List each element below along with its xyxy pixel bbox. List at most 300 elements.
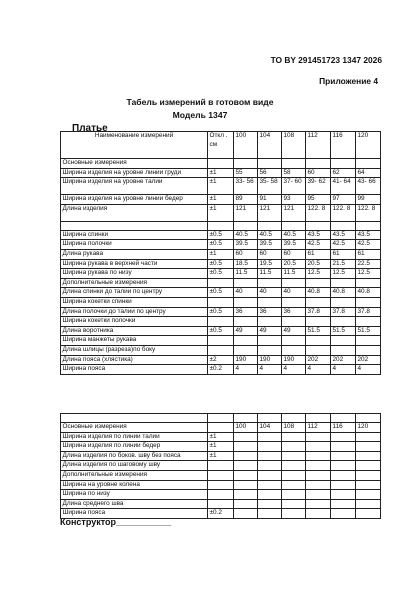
tolerance-cell — [208, 490, 234, 500]
size-value-cell — [331, 414, 356, 423]
size-value-cell: 190 — [282, 355, 306, 365]
size-value-cell — [258, 470, 282, 480]
table-row — [61, 204, 381, 221]
size-value-cell: 99 — [356, 195, 381, 205]
size-value-cell: 104 — [258, 423, 282, 433]
size-value-cell — [282, 278, 306, 288]
size-value-cell: 40.5 — [234, 230, 258, 240]
table-header-row — [61, 132, 381, 159]
size-value-cell — [234, 509, 258, 519]
table-row — [61, 249, 381, 259]
table-row — [61, 423, 381, 433]
size-value-cell — [306, 297, 331, 307]
table-row — [61, 451, 381, 461]
size-value-cell: 61 — [306, 249, 331, 259]
tolerance-cell — [208, 470, 234, 480]
size-value-cell — [258, 414, 282, 423]
size-value-cell — [234, 442, 258, 452]
size-value-cell: 36 — [282, 307, 306, 317]
size-value-cell: 190 — [234, 355, 258, 365]
size-value-cell: 4 — [234, 365, 258, 375]
size-value-cell: 43- 66 — [356, 178, 381, 195]
table-row — [61, 490, 381, 500]
size-value-cell: 22.5 — [356, 259, 381, 269]
size-value-cell — [282, 297, 306, 307]
size-value-cell — [282, 470, 306, 480]
size-value-cell: 12.5 — [306, 269, 331, 279]
tolerance-cell: ±1 — [208, 204, 234, 221]
size-value-cell: 89 — [234, 195, 258, 205]
size-value-cell — [234, 470, 258, 480]
size-value-cell — [282, 442, 306, 452]
size-value-cell — [306, 345, 331, 355]
size-value-cell — [258, 336, 282, 346]
size-value-cell: 42.5 — [306, 240, 331, 250]
size-value-cell — [258, 480, 282, 490]
size-value-cell: 21.5 — [331, 259, 356, 269]
size-value-cell: 40.8 — [331, 288, 356, 298]
size-value-cell — [258, 442, 282, 452]
size-value-cell — [356, 278, 381, 288]
table-row — [61, 336, 381, 346]
size-value-cell — [234, 461, 258, 471]
size-value-cell: 43.5 — [331, 230, 356, 240]
table-row — [61, 297, 381, 307]
measurement-name-cell: Ширина изделия на уровне талии — [61, 178, 208, 195]
size-value-cell — [356, 297, 381, 307]
size-value-cell — [331, 336, 356, 346]
measurement-name-cell: Ширина изделия по линии бедер — [61, 442, 208, 452]
table-row — [61, 355, 381, 365]
size-value-cell — [356, 490, 381, 500]
table-row — [61, 432, 381, 442]
size-value-cell — [306, 221, 331, 230]
size-value-cell: 4 — [258, 365, 282, 375]
size-value-cell — [356, 480, 381, 490]
size-value-cell — [258, 432, 282, 442]
measurement-name-cell: Ширина рукава в верхней части — [61, 259, 208, 269]
tolerance-cell — [208, 278, 234, 288]
size-value-cell: 39- 62 — [306, 178, 331, 195]
size-value-cell: 40 — [282, 288, 306, 298]
size-value-cell — [306, 480, 331, 490]
size-value-cell: 40.5 — [282, 230, 306, 240]
size-value-cell: 19.5 — [258, 259, 282, 269]
size-value-cell: 40.5 — [258, 230, 282, 240]
size-value-cell — [331, 278, 356, 288]
size-value-cell: 121 — [282, 204, 306, 221]
measurement-name-cell: Длина рукава — [61, 249, 208, 259]
measurement-name-cell: Дополнительные измерения — [61, 470, 208, 480]
tolerance-cell — [208, 423, 234, 433]
tolerance-cell: ±0.5 — [208, 230, 234, 240]
measurement-name-cell: Ширина рукава по низу — [61, 269, 208, 279]
table-row — [61, 307, 381, 317]
size-value-cell: 58 — [282, 168, 306, 178]
measurement-name-cell: Ширина изделия по линии талии — [61, 432, 208, 442]
size-value-cell: 49 — [258, 326, 282, 336]
table-row — [61, 240, 381, 250]
size-value-cell — [306, 317, 331, 327]
measurement-name-cell: Дополнительные измерения — [61, 278, 208, 288]
size-value-cell — [356, 432, 381, 442]
constructor-signature-line: Конструктор___________ — [60, 517, 172, 527]
size-value-cell — [356, 470, 381, 480]
size-value-cell — [331, 345, 356, 355]
size-value-cell — [331, 432, 356, 442]
size-value-cell: 33- 56 — [234, 178, 258, 195]
size-value-cell: 122. 8 — [331, 204, 356, 221]
garment-type: Платье — [72, 123, 108, 134]
size-value-cell — [331, 442, 356, 452]
size-value-cell: 18.5 — [234, 259, 258, 269]
size-value-cell: 61 — [356, 249, 381, 259]
size-value-cell — [356, 509, 381, 519]
document-title: Табель измерений в готовом виде — [126, 97, 274, 107]
size-value-cell — [234, 432, 258, 442]
size-value-cell: 36 — [258, 307, 282, 317]
size-value-cell — [234, 414, 258, 423]
measurement-name-cell: Длина воротника — [61, 326, 208, 336]
table-row — [61, 470, 381, 480]
size-value-cell — [306, 278, 331, 288]
size-value-cell: 39.5 — [234, 240, 258, 250]
size-value-cell: 4 — [331, 365, 356, 375]
size-value-cell: 51.5 — [356, 326, 381, 336]
column-header-name: Наименование измерений — [61, 132, 208, 159]
size-value-cell — [258, 451, 282, 461]
table-row — [61, 178, 381, 195]
size-value-cell — [234, 451, 258, 461]
size-value-cell: 11.5 — [282, 269, 306, 279]
size-value-cell — [306, 159, 331, 169]
size-value-cell: 121 — [234, 204, 258, 221]
size-value-cell: 20.5 — [306, 259, 331, 269]
tolerance-cell: ±1 — [208, 451, 234, 461]
size-value-cell: 60 — [234, 249, 258, 259]
measurement-name-cell: Ширина по низу — [61, 490, 208, 500]
size-value-cell — [234, 480, 258, 490]
size-value-cell — [331, 221, 356, 230]
size-value-cell: 55 — [234, 168, 258, 178]
size-value-cell: 4 — [282, 365, 306, 375]
size-value-cell — [234, 317, 258, 327]
tolerance-cell: ±0.5 — [208, 269, 234, 279]
size-value-cell — [306, 414, 331, 423]
size-value-cell — [306, 432, 331, 442]
size-value-cell — [356, 451, 381, 461]
column-header-size: 108 — [282, 132, 306, 159]
tolerance-cell: ±1 — [208, 178, 234, 195]
table-row — [61, 230, 381, 240]
size-value-cell — [306, 451, 331, 461]
size-value-cell — [282, 336, 306, 346]
tolerance-cell — [208, 414, 234, 423]
tolerance-cell — [208, 480, 234, 490]
size-value-cell: 60 — [282, 249, 306, 259]
size-value-cell: 60 — [258, 249, 282, 259]
size-value-cell: 4 — [356, 365, 381, 375]
size-value-cell: 108 — [282, 423, 306, 433]
tolerance-cell: ±0.5 — [208, 240, 234, 250]
size-value-cell: 40.8 — [356, 288, 381, 298]
size-value-cell — [258, 345, 282, 355]
measurement-name-cell: Ширина изделия на уровне линии груди — [61, 168, 208, 178]
table-row — [61, 461, 381, 471]
size-value-cell: 51.5 — [306, 326, 331, 336]
size-value-cell — [258, 159, 282, 169]
size-value-cell: 37.8 — [331, 307, 356, 317]
table-row — [61, 345, 381, 355]
tolerance-cell — [208, 297, 234, 307]
size-value-cell — [282, 345, 306, 355]
size-value-cell — [258, 317, 282, 327]
size-value-cell: 11.5 — [234, 269, 258, 279]
size-value-cell — [331, 499, 356, 509]
size-value-cell — [234, 278, 258, 288]
measurement-name-cell: Ширина пояса — [61, 509, 208, 519]
table-row — [61, 269, 381, 279]
tolerance-cell: ±0.5 — [208, 259, 234, 269]
size-value-cell: 11.5 — [258, 269, 282, 279]
size-value-cell: 37.8 — [306, 307, 331, 317]
measurement-name-cell — [61, 414, 208, 423]
size-value-cell: 39.5 — [258, 240, 282, 250]
size-value-cell: 40 — [234, 288, 258, 298]
tolerance-cell: ±2 — [208, 355, 234, 365]
measurement-name-cell: Длина среднего шва — [61, 499, 208, 509]
size-value-cell: 40.8 — [306, 288, 331, 298]
table-row — [61, 499, 381, 509]
size-value-cell: 40 — [258, 288, 282, 298]
size-value-cell — [331, 490, 356, 500]
size-value-cell — [282, 509, 306, 519]
measurement-name-cell: Длина шлицы (разреза)по боку — [61, 345, 208, 355]
measurement-name-cell: Основные измерения — [61, 423, 208, 433]
size-value-cell — [331, 297, 356, 307]
size-value-cell — [331, 461, 356, 471]
size-value-cell — [331, 470, 356, 480]
size-value-cell: 190 — [258, 355, 282, 365]
size-value-cell: 121 — [258, 204, 282, 221]
table-row — [61, 221, 381, 230]
size-value-cell — [331, 451, 356, 461]
size-value-cell — [234, 345, 258, 355]
size-value-cell — [258, 509, 282, 519]
measurement-name-cell: Основные измерения — [61, 159, 208, 169]
tolerance-cell: ±1 — [208, 249, 234, 259]
tolerance-cell — [208, 499, 234, 509]
size-value-cell — [282, 461, 306, 471]
size-value-cell — [234, 499, 258, 509]
measurement-name-cell: Ширина пояса — [61, 365, 208, 375]
size-value-cell — [282, 432, 306, 442]
trousers-measurements-table — [60, 413, 381, 519]
tolerance-cell: ±0.2 — [208, 365, 234, 375]
size-value-cell: 49 — [234, 326, 258, 336]
appendix-label: Приложение 4 — [319, 76, 378, 86]
size-value-cell: 4 — [306, 365, 331, 375]
column-header-size: 100 — [234, 132, 258, 159]
size-value-cell: 97 — [331, 195, 356, 205]
tolerance-cell: ±1 — [208, 442, 234, 452]
size-value-cell: 43.5 — [306, 230, 331, 240]
size-value-cell: 60 — [306, 168, 331, 178]
size-value-cell — [282, 221, 306, 230]
table-row — [61, 414, 381, 423]
size-value-cell: 120 — [356, 423, 381, 433]
table-row — [61, 317, 381, 327]
table-row — [61, 168, 381, 178]
size-value-cell — [306, 442, 331, 452]
measurement-name-cell: Ширина манжеты рукава — [61, 336, 208, 346]
size-value-cell: 42.5 — [356, 240, 381, 250]
size-value-cell: 64 — [356, 168, 381, 178]
size-value-cell — [282, 490, 306, 500]
size-value-cell — [356, 442, 381, 452]
measurement-name-cell: Ширина спинки — [61, 230, 208, 240]
size-value-cell: 122. 8 — [306, 204, 331, 221]
size-value-cell: 43.5 — [356, 230, 381, 240]
size-value-cell: 56 — [258, 168, 282, 178]
measurement-name-cell: Длина пояса (хлястика) — [61, 355, 208, 365]
size-value-cell: 95 — [306, 195, 331, 205]
measurement-name-cell: Длина изделия по шаговому шву — [61, 461, 208, 471]
measurement-name-cell: Длина спинки до талии по центру — [61, 288, 208, 298]
tolerance-cell — [208, 461, 234, 471]
size-value-cell: 20.5 — [282, 259, 306, 269]
table-row — [61, 442, 381, 452]
size-value-cell — [356, 336, 381, 346]
size-value-cell: 62 — [331, 168, 356, 178]
size-value-cell — [356, 461, 381, 471]
tolerance-cell — [208, 317, 234, 327]
tolerance-cell: ±1 — [208, 168, 234, 178]
size-value-cell — [331, 509, 356, 519]
size-value-cell — [282, 480, 306, 490]
column-header-size: 112 — [306, 132, 331, 159]
size-value-cell — [356, 345, 381, 355]
size-value-cell — [356, 221, 381, 230]
table-row — [61, 259, 381, 269]
tolerance-cell: ±1 — [208, 432, 234, 442]
tolerance-cell: ±0.2 — [208, 509, 234, 519]
size-value-cell — [282, 159, 306, 169]
measurement-name-cell: Ширина полочки — [61, 240, 208, 250]
size-value-cell: 41- 64 — [331, 178, 356, 195]
size-value-cell — [282, 317, 306, 327]
size-value-cell: 61 — [331, 249, 356, 259]
size-value-cell — [282, 451, 306, 461]
size-value-cell: 202 — [331, 355, 356, 365]
size-value-cell — [258, 461, 282, 471]
tolerance-cell: ±0.5 — [208, 307, 234, 317]
size-value-cell: 122. 8 — [356, 204, 381, 221]
size-value-cell — [306, 509, 331, 519]
measurement-name-cell: Ширина кокетки полочки — [61, 317, 208, 327]
size-value-cell — [258, 278, 282, 288]
size-value-cell: 35- 58 — [258, 178, 282, 195]
column-header-size: 116 — [331, 132, 356, 159]
measurement-name-cell: Длина изделия — [61, 204, 208, 221]
size-value-cell — [258, 499, 282, 509]
size-value-cell: 36 — [234, 307, 258, 317]
document-code: ТО BY 291451723 1347 2026 — [270, 55, 382, 65]
tolerance-cell: ±0.5 — [208, 326, 234, 336]
size-value-cell: 202 — [356, 355, 381, 365]
size-value-cell — [331, 480, 356, 490]
model-title: Модель 1347 — [172, 110, 228, 120]
size-value-cell — [331, 317, 356, 327]
size-value-cell — [234, 159, 258, 169]
size-value-cell: 112 — [306, 423, 331, 433]
measurement-name-cell: Ширина изделия на уровне линии бедер — [61, 195, 208, 205]
size-value-cell: 42.5 — [331, 240, 356, 250]
table-row — [61, 480, 381, 490]
measurements-table — [60, 131, 381, 375]
size-value-cell — [306, 499, 331, 509]
size-value-cell: 12.5 — [356, 269, 381, 279]
size-value-cell: 39.5 — [282, 240, 306, 250]
size-value-cell — [306, 461, 331, 471]
size-value-cell — [234, 221, 258, 230]
measurement-name-cell: Ширина кокетки спинки — [61, 297, 208, 307]
measurement-name-cell: Ширина на уровне колена — [61, 480, 208, 490]
size-value-cell: 37.8 — [356, 307, 381, 317]
table-row — [61, 195, 381, 205]
size-value-cell — [258, 490, 282, 500]
table-row — [61, 159, 381, 169]
table-row — [61, 288, 381, 298]
size-value-cell — [356, 317, 381, 327]
size-value-cell — [282, 499, 306, 509]
size-value-cell — [356, 414, 381, 423]
size-value-cell: 12.5 — [331, 269, 356, 279]
tolerance-cell: ±0.5 — [208, 288, 234, 298]
size-value-cell — [234, 297, 258, 307]
tolerance-cell: ±1 — [208, 195, 234, 205]
size-value-cell: 91 — [258, 195, 282, 205]
size-value-cell: 116 — [331, 423, 356, 433]
size-value-cell — [258, 221, 282, 230]
measurement-name-cell: Длина изделия по боков. шву без пояса — [61, 451, 208, 461]
size-value-cell — [331, 159, 356, 169]
table-row — [61, 365, 381, 375]
size-value-cell: 202 — [306, 355, 331, 365]
tolerance-cell — [208, 336, 234, 346]
size-value-cell: 37- 60 — [282, 178, 306, 195]
size-value-cell — [234, 490, 258, 500]
tolerance-cell — [208, 159, 234, 169]
size-value-cell — [306, 336, 331, 346]
size-value-cell: 93 — [282, 195, 306, 205]
column-header-size: 104 — [258, 132, 282, 159]
tolerance-cell — [208, 221, 234, 230]
measurement-name-cell: Длина полочки до талии по центру — [61, 307, 208, 317]
measurement-name-cell — [61, 221, 208, 230]
size-value-cell — [306, 490, 331, 500]
table-row — [61, 326, 381, 336]
table-row — [61, 278, 381, 288]
size-value-cell: 51.5 — [331, 326, 356, 336]
size-value-cell — [234, 336, 258, 346]
column-header-tolerance: Откл . см — [208, 132, 234, 159]
size-value-cell: 100 — [234, 423, 258, 433]
size-value-cell — [306, 470, 331, 480]
size-value-cell: 49 — [282, 326, 306, 336]
tolerance-cell — [208, 345, 234, 355]
size-value-cell — [356, 499, 381, 509]
